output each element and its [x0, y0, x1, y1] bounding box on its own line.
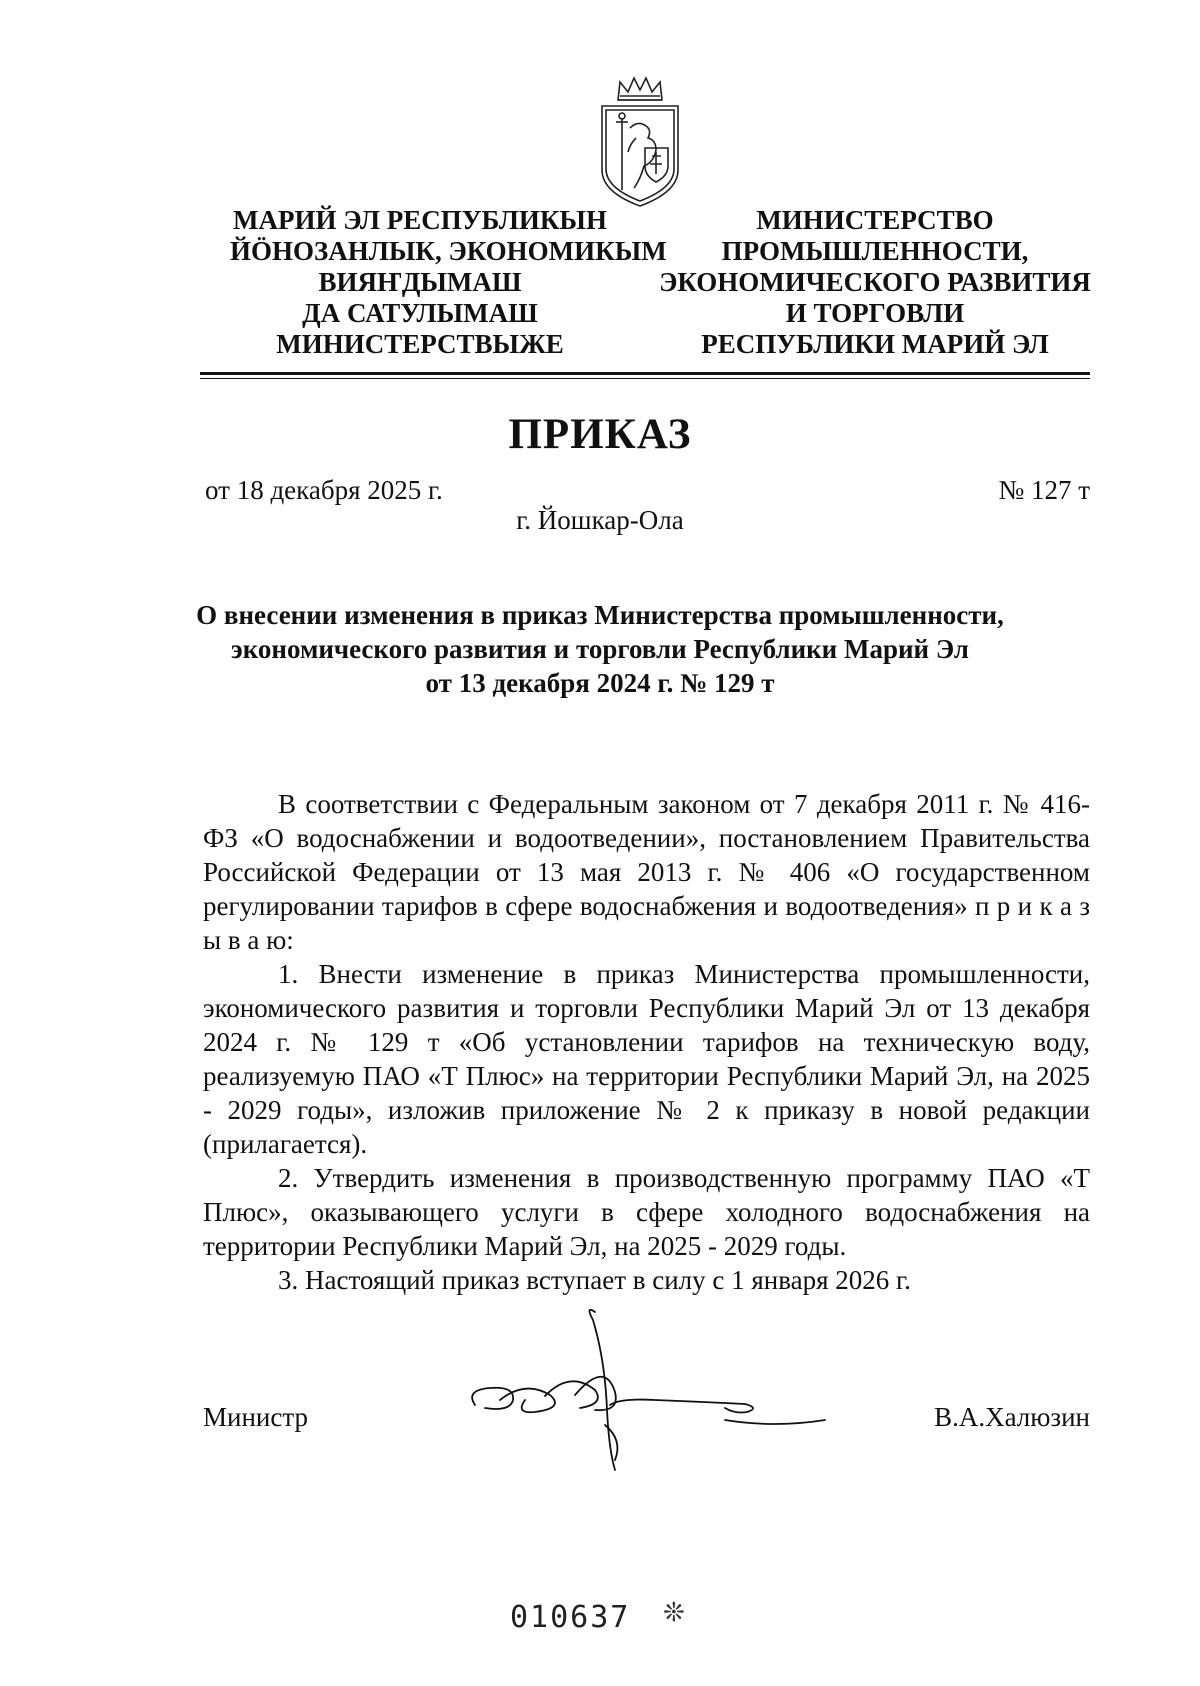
header-right-line: И ТОРГОВЛИ [785, 298, 965, 328]
document-date: от 18 декабря 2025 г. [205, 475, 443, 505]
signatory-title: Министр [203, 1402, 308, 1432]
header-divider-thin [200, 378, 1090, 379]
document-type-title: ПРИКАЗ [508, 411, 692, 458]
body-paragraph: 3. Настоящий приказ вступает в силу с 1 января 2026 г. [278, 1265, 911, 1295]
header-left-line: МАРИЙ ЭЛ РЕСПУБЛИКЫН [233, 205, 607, 235]
serial-number: 010637 [510, 1600, 631, 1635]
header-left-line: ЙӦНОЗАНЛЫК, ЭКОНОМИКЫМ [230, 236, 667, 266]
signatory-name: В.А.Халюзин [934, 1402, 1090, 1432]
coat-of-arms-icon [590, 70, 690, 210]
subject-line: от 13 декабря 2024 г. № 129 т [425, 668, 775, 698]
header-left-line: ВИЯҤДЫМАШ [318, 267, 522, 297]
header-left-line: МИНИСТЕРСТВЫЖЕ [276, 329, 564, 359]
header-ministry-mari [230, 205, 667, 360]
header-right-line: МИНИСТЕРСТВО [756, 205, 994, 235]
header-right-line: ПРОМЫШЛЕННОСТИ, [721, 236, 1029, 266]
header-divider-thick [200, 372, 1090, 375]
body-paragraph: В соответствии с Федеральным законом от 7 декабря 2011 г. № 416-ФЗ «О водоснабжении и водоотведении», постановлением Правительства Российской Федерации от 13 мая 2013 г. № 406 «О государственном регулировании тарифов в сфере водоснабжения и водоотведения» п р и к а з ы в а ю: [203, 789, 1090, 955]
header-right-line: ЭКОНОМИЧЕСКОГО РАЗВИТИЯ [659, 267, 1091, 297]
body-paragraph: 1. Внести изменение в приказ Министерства промышленности, экономического развития и торговли Республики Марий Эл от 13 декабря 2024 г. № 129 т «Об установлении тарифов на техническую воду, реализуемую ПАО «Т Плюс» на территории Республики Марий Эл, на 2025 - 2029 годы», изложив приложение № 2 к приказу в новой редакции (прилагается). [203, 959, 1090, 1159]
snowflake-icon: ❊ [663, 1598, 685, 1628]
header-right-line: РЕСПУБЛИКИ МАРИЙ ЭЛ [701, 329, 1049, 359]
document-subject [150, 598, 1050, 700]
document-city: г. Йошкар-Ола [516, 505, 684, 535]
header-left-line: ДА САТУЛЫМАШ [302, 298, 538, 328]
document-number: № 127 т [998, 475, 1090, 505]
handwritten-signature-icon [455, 1300, 895, 1480]
subject-line: О внесении изменения в приказ Министерства промышленности, [196, 600, 1004, 630]
body-paragraph: 2. Утвердить изменения в производственную программу ПАО «Т Плюс», оказывающего услуги в сфере холодного водоснабжения на территории Республики Марий Эл, на 2025 - 2029 годы. [203, 1163, 1090, 1261]
subject-line: экономического развития и торговли Республики Марий Эл [231, 634, 969, 664]
document-body [203, 787, 1090, 1297]
header-ministry-russian [655, 205, 1095, 360]
